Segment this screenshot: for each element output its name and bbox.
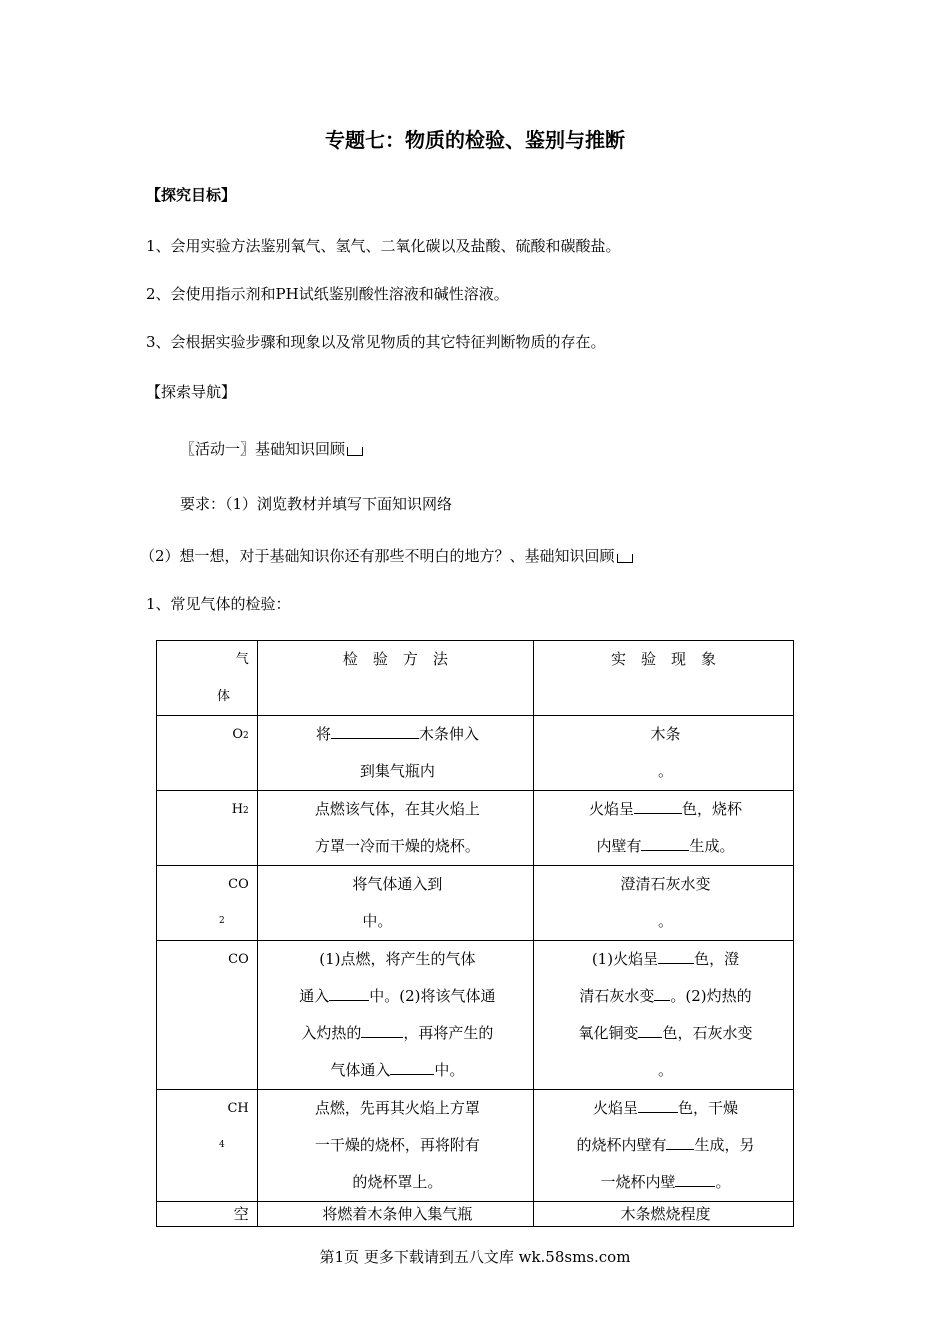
phenomenon-h2-text-a: 火焰呈 (588, 800, 634, 818)
gas-o2-symbol: O (232, 727, 244, 742)
header-method: 检 验 方 法 (257, 641, 533, 716)
phenomenon-o2-text-b: 。 (657, 762, 673, 780)
table-row-o2 (157, 716, 794, 791)
header-gas-line2: 体 (217, 689, 231, 704)
phenomenon-h2-text-c: 内壁有 (596, 837, 642, 855)
table-header-row (157, 641, 794, 716)
blank[interactable] (329, 986, 369, 1001)
phenomenon-co2-text-b: 。 (657, 912, 673, 930)
blank[interactable] (361, 1023, 403, 1038)
method-o2 (257, 716, 533, 791)
gas-co: CO (157, 941, 258, 1090)
activity-text: 〖活动一〗基础知识回顾 (180, 440, 346, 458)
method-co2-text-b: 中。 (362, 912, 393, 930)
method-o2-text-a: 将 (315, 725, 331, 743)
phenomenon-co2 (533, 866, 793, 941)
method-ch4-text-a: 点燃，先再其火焰上方罩 (314, 1099, 480, 1117)
method-co (257, 941, 533, 1090)
goal-item-2: 2、会使用指示剂和PH试纸鉴别酸性溶液和碱性溶液。 (146, 285, 509, 303)
gas-co2-symbol: CO (228, 877, 249, 892)
page-title: 专题七：物质的检验、鉴别与推断 (325, 128, 625, 152)
blank[interactable] (641, 836, 689, 851)
table-row-air (157, 1202, 794, 1227)
phenomenon-ch4-text-e: 一烧杯内壁 (600, 1173, 676, 1191)
phenomenon-co-text-a: (1)火焰呈 (591, 950, 659, 968)
goal-item-3: 3、会根据实验步骤和现象以及常见物质的其它特征判断物质的存在。 (146, 333, 606, 351)
gas-air: 空 (157, 1202, 258, 1227)
phenomenon-ch4 (533, 1090, 793, 1202)
requirement-line: 要求：（1）浏览教材并填写下面知识网络 (180, 495, 453, 513)
phenomenon-co-text-b: 色，澄 (694, 950, 740, 968)
blank[interactable] (638, 1098, 678, 1113)
gas-co2-sub: 2 (219, 916, 225, 926)
gas-ch4-symbol: CH (227, 1101, 249, 1116)
blank[interactable] (658, 949, 694, 964)
blank[interactable] (390, 1060, 434, 1075)
phenomenon-co (533, 941, 793, 1090)
method-ch4-text-c: 的烧杯罩上。 (352, 1173, 443, 1191)
goal-item-1: 1、会用实验方法鉴别氧气、氢气、二氧化碳以及盐酸、硫酸和碳酸盐。 (146, 237, 621, 255)
gas-o2-sub: 2 (243, 731, 249, 741)
method-co-text-f: 气体通入 (330, 1061, 391, 1079)
bracket-mark (347, 447, 363, 456)
header-phenomenon: 实 验 现 象 (533, 641, 793, 716)
gas-ch4-sub: 4 (219, 1140, 225, 1150)
method-h2 (257, 791, 533, 866)
gas-h2 (157, 791, 258, 866)
phenomenon-ch4-text-a: 火焰呈 (592, 1099, 638, 1117)
method-o2-text-b: 木条伸入 (418, 725, 479, 743)
header-gas-line1: 气 (235, 652, 249, 667)
goal-header: 【探究目标】 (146, 186, 237, 204)
phenomenon-co-text-e: 氧化铜变 (578, 1024, 639, 1042)
nav-header: 【探索导航】 (146, 383, 237, 401)
gas-o2 (157, 716, 258, 791)
phenomenon-h2 (533, 791, 793, 866)
phenomenon-co-text-c: 清石灰水变 (579, 987, 655, 1005)
method-co-text-d: 入灼热的 (301, 1024, 362, 1042)
phenomenon-o2-text-a: 木条 (650, 725, 681, 743)
gas-co2 (157, 866, 258, 941)
bracket-mark (617, 554, 633, 563)
blank[interactable] (331, 724, 419, 739)
method-co-text-g: 中。 (434, 1061, 465, 1079)
header-gas (157, 641, 258, 716)
method-co2 (257, 866, 533, 941)
blank[interactable] (675, 1172, 715, 1187)
method-co-text-c: 中。(2)将该气体通 (369, 987, 496, 1005)
blank[interactable] (666, 1135, 694, 1150)
gas-h2-symbol: H (231, 802, 244, 817)
gas-h2-sub: 2 (243, 806, 249, 816)
phenomenon-o2 (533, 716, 793, 791)
phenomenon-air: 木条燃烧程度 (533, 1202, 793, 1227)
phenomenon-ch4-text-d: 生成，另 (694, 1136, 755, 1154)
question-line (140, 545, 633, 566)
method-co-text-e: ，再将产生的 (403, 1024, 494, 1042)
blank[interactable] (638, 1023, 662, 1038)
method-air: 将燃着木条伸入集气瓶 (257, 1202, 533, 1227)
phenomenon-ch4-text-b: 色，干燥 (677, 1099, 738, 1117)
phenomenon-co-text-d: 。(2)灼热的 (670, 987, 752, 1005)
phenomenon-co2-text-a: 澄清石灰水变 (620, 875, 711, 893)
method-co-text-b: 通入 (299, 987, 330, 1005)
phenomenon-co-text-f: 色，石灰水变 (662, 1024, 753, 1042)
blank[interactable] (654, 986, 670, 1001)
question-text: （2）想一想，对于基础知识你还有那些不明白的地方？、基础知识回顾 (140, 547, 615, 565)
activity-line (180, 438, 363, 459)
table-row-co (157, 941, 794, 1090)
method-co-text-a: (1)点燃，将产生的气体 (319, 950, 476, 968)
gas-test-table (156, 640, 794, 1227)
method-h2-text-a: 点燃该气体，在其火焰上 (314, 800, 480, 818)
phenomenon-co-text-g: 。 (657, 1061, 673, 1079)
table-row-ch4 (157, 1090, 794, 1202)
phenomenon-h2-text-b: 色，烧杯 (681, 800, 742, 818)
method-co2-text-a: 将气体通入到 (352, 875, 443, 893)
method-o2-text-c: 到集气瓶内 (359, 762, 435, 780)
method-ch4-text-b: 一干燥的烧杯，再将附有 (314, 1136, 480, 1154)
blank[interactable] (634, 799, 682, 814)
method-h2-text-b: 方罩一冷而干燥的烧杯。 (314, 837, 480, 855)
method-ch4 (257, 1090, 533, 1202)
gas-ch4 (157, 1090, 258, 1202)
phenomenon-ch4-text-c: 的烧杯内壁有 (576, 1136, 667, 1154)
table-row-h2 (157, 791, 794, 866)
phenomenon-h2-text-d: 生成。 (689, 837, 735, 855)
phenomenon-ch4-text-f: 。 (715, 1173, 731, 1191)
page-footer: 第1页 更多下载请到五八文库 wk.58sms.com (319, 1248, 631, 1266)
table-row-co2 (157, 866, 794, 941)
section-heading: 1、常见气体的检验： (146, 595, 291, 613)
